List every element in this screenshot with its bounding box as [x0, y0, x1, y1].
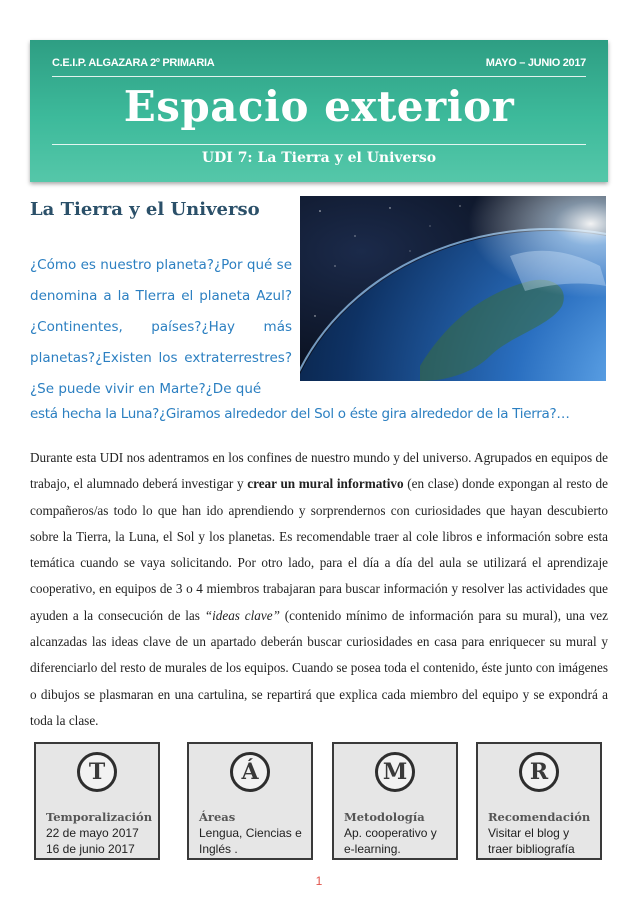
card-metodologia — [332, 742, 458, 860]
body-bold-text: crear un mural informativo — [247, 476, 404, 492]
page-number: 1 — [315, 874, 323, 888]
header-banner — [30, 40, 608, 182]
card-letter-badge: Á — [230, 752, 270, 792]
card-line: Ap. cooperativo y — [344, 826, 437, 840]
card-areas — [187, 742, 313, 860]
card-line: 16 de junio 2017 — [46, 842, 135, 856]
intro-questions: ¿Cómo es nuestro planeta?¿Por qué se denomina a la TIerra el planeta Azul?¿Continentes, países?¿Hay más planetas?¿Existen los extraterrestres? ¿Se puede vivir en Marte?¿De qué — [30, 257, 292, 397]
banner-divider-bottom — [52, 144, 586, 145]
banner-top-line — [52, 54, 586, 72]
card-letter-badge: M — [375, 752, 415, 792]
body-text-part: (contenido mínimo de información para su mural), una vez alcanzadas las ideas clave de un apartado deberán buscar curiosidades en casa para enriquecer su mural y diferenciarlo del resto de murales de los equipos. Cuando se posea toda el contenido, éste junto con imágenes o dibujos se plasmaran en una cartulina, se repartirá que explica cada miembro del equipo y se expondrá a toda la clase. — [30, 607, 609, 728]
card-line: 22 de mayo 2017 — [46, 826, 139, 840]
card-line: Inglés . — [199, 842, 238, 856]
card-title: Temporalización — [46, 810, 153, 824]
card-title: Recomendación — [488, 810, 591, 824]
banner-divider-top — [52, 76, 586, 77]
body-text-part: Durante esta UDI nos adentramos en los confines de nuestro mundo y del universo. Agrupados en equipos de trabajo, el alumnado deberá investigar y — [30, 450, 608, 492]
card-line: traer bibliografía — [488, 842, 575, 856]
body-text-part: (en clase) donde expongan al resto de compañeros/as todo lo que han ido aprendiendo y sorprendernos con curiosidades que hayan descubierto sobre la Tierra, la Luna, el Sol y los planetas. Es recomendable traer al cole libros e información sobre esta temática cuando se vaya solicitando. Por otro lado, para el día a día del aula se utilizará el aprendizaje cooperativo, en equipos de 3 o 4 miembros trabajaran para buscar información y resolver las actividades que ayuden a la consecución de las — [30, 476, 608, 623]
earth-illustration — [300, 196, 606, 381]
card-line: e-learning. — [344, 842, 401, 856]
card-line: Lengua, Ciencias e — [199, 826, 302, 840]
card-title: Áreas — [199, 810, 236, 824]
body-italic-text: “ideas clave” — [204, 607, 280, 623]
earth-image — [300, 196, 606, 381]
card-title: Metodología — [344, 810, 425, 824]
card-line: Visitar el blog y — [488, 826, 570, 840]
body-paragraph — [30, 445, 608, 734]
school-label: C.E.I.P. ALGAZARA 2º PRIMARIA — [52, 57, 215, 69]
card-recomendacion — [476, 742, 602, 860]
date-label: MAYO – JUNIO 2017 — [485, 57, 586, 69]
page-title: Espacio exterior — [123, 82, 515, 131]
section-title: La Tierra y el Universo — [30, 199, 260, 220]
card-temporalizacion — [34, 742, 160, 860]
page-subtitle: UDI 7: La Tierra y el Universo — [201, 150, 437, 166]
card-letter-badge: R — [519, 752, 559, 792]
intro-questions-tail: está hecha la Luna?¿Giramos alrededor del Sol o éste gira alrededor de la Tierra?… — [30, 406, 570, 422]
card-letter-badge: T — [77, 752, 117, 792]
